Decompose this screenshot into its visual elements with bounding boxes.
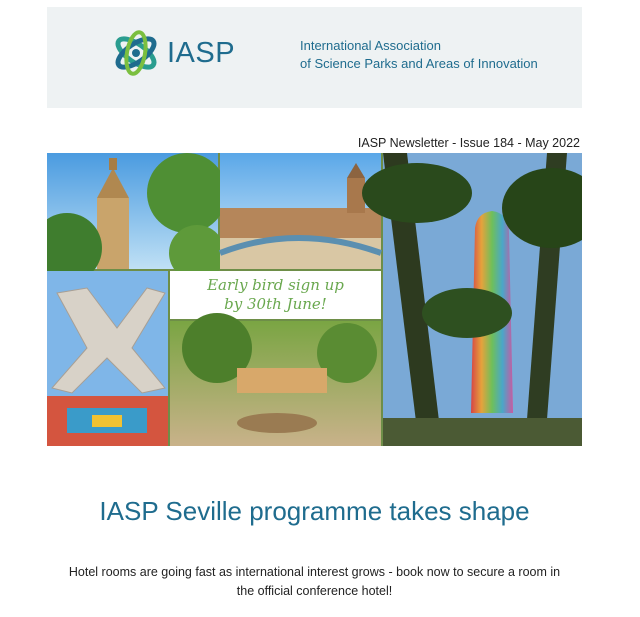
iasp-logo[interactable] [111, 26, 251, 80]
org-name-line-1: International Association [300, 38, 441, 53]
newsletter-frame [47, 7, 582, 617]
article-body: Hotel rooms are going fast as international interest grows - book now to secure a room in the official conference hotel! [68, 565, 561, 598]
hero-collage[interactable] [47, 153, 582, 446]
org-name-line-2: of Science Parks and Areas of Innovation [300, 56, 538, 71]
early-bird-banner[interactable] [170, 271, 381, 319]
banner-line-2: by 30th June! [224, 295, 327, 313]
organization-name [300, 37, 570, 73]
banner-line-1: Early bird sign up [207, 276, 344, 294]
newsletter-header [47, 7, 582, 108]
logo-text: IASP [167, 36, 236, 69]
iasp-logo-icon [111, 28, 161, 78]
issue-line: IASP Newsletter - Issue 184 - May 2022 [357, 136, 580, 150]
article-headline[interactable]: IASP Seville programme takes shape [99, 496, 530, 526]
